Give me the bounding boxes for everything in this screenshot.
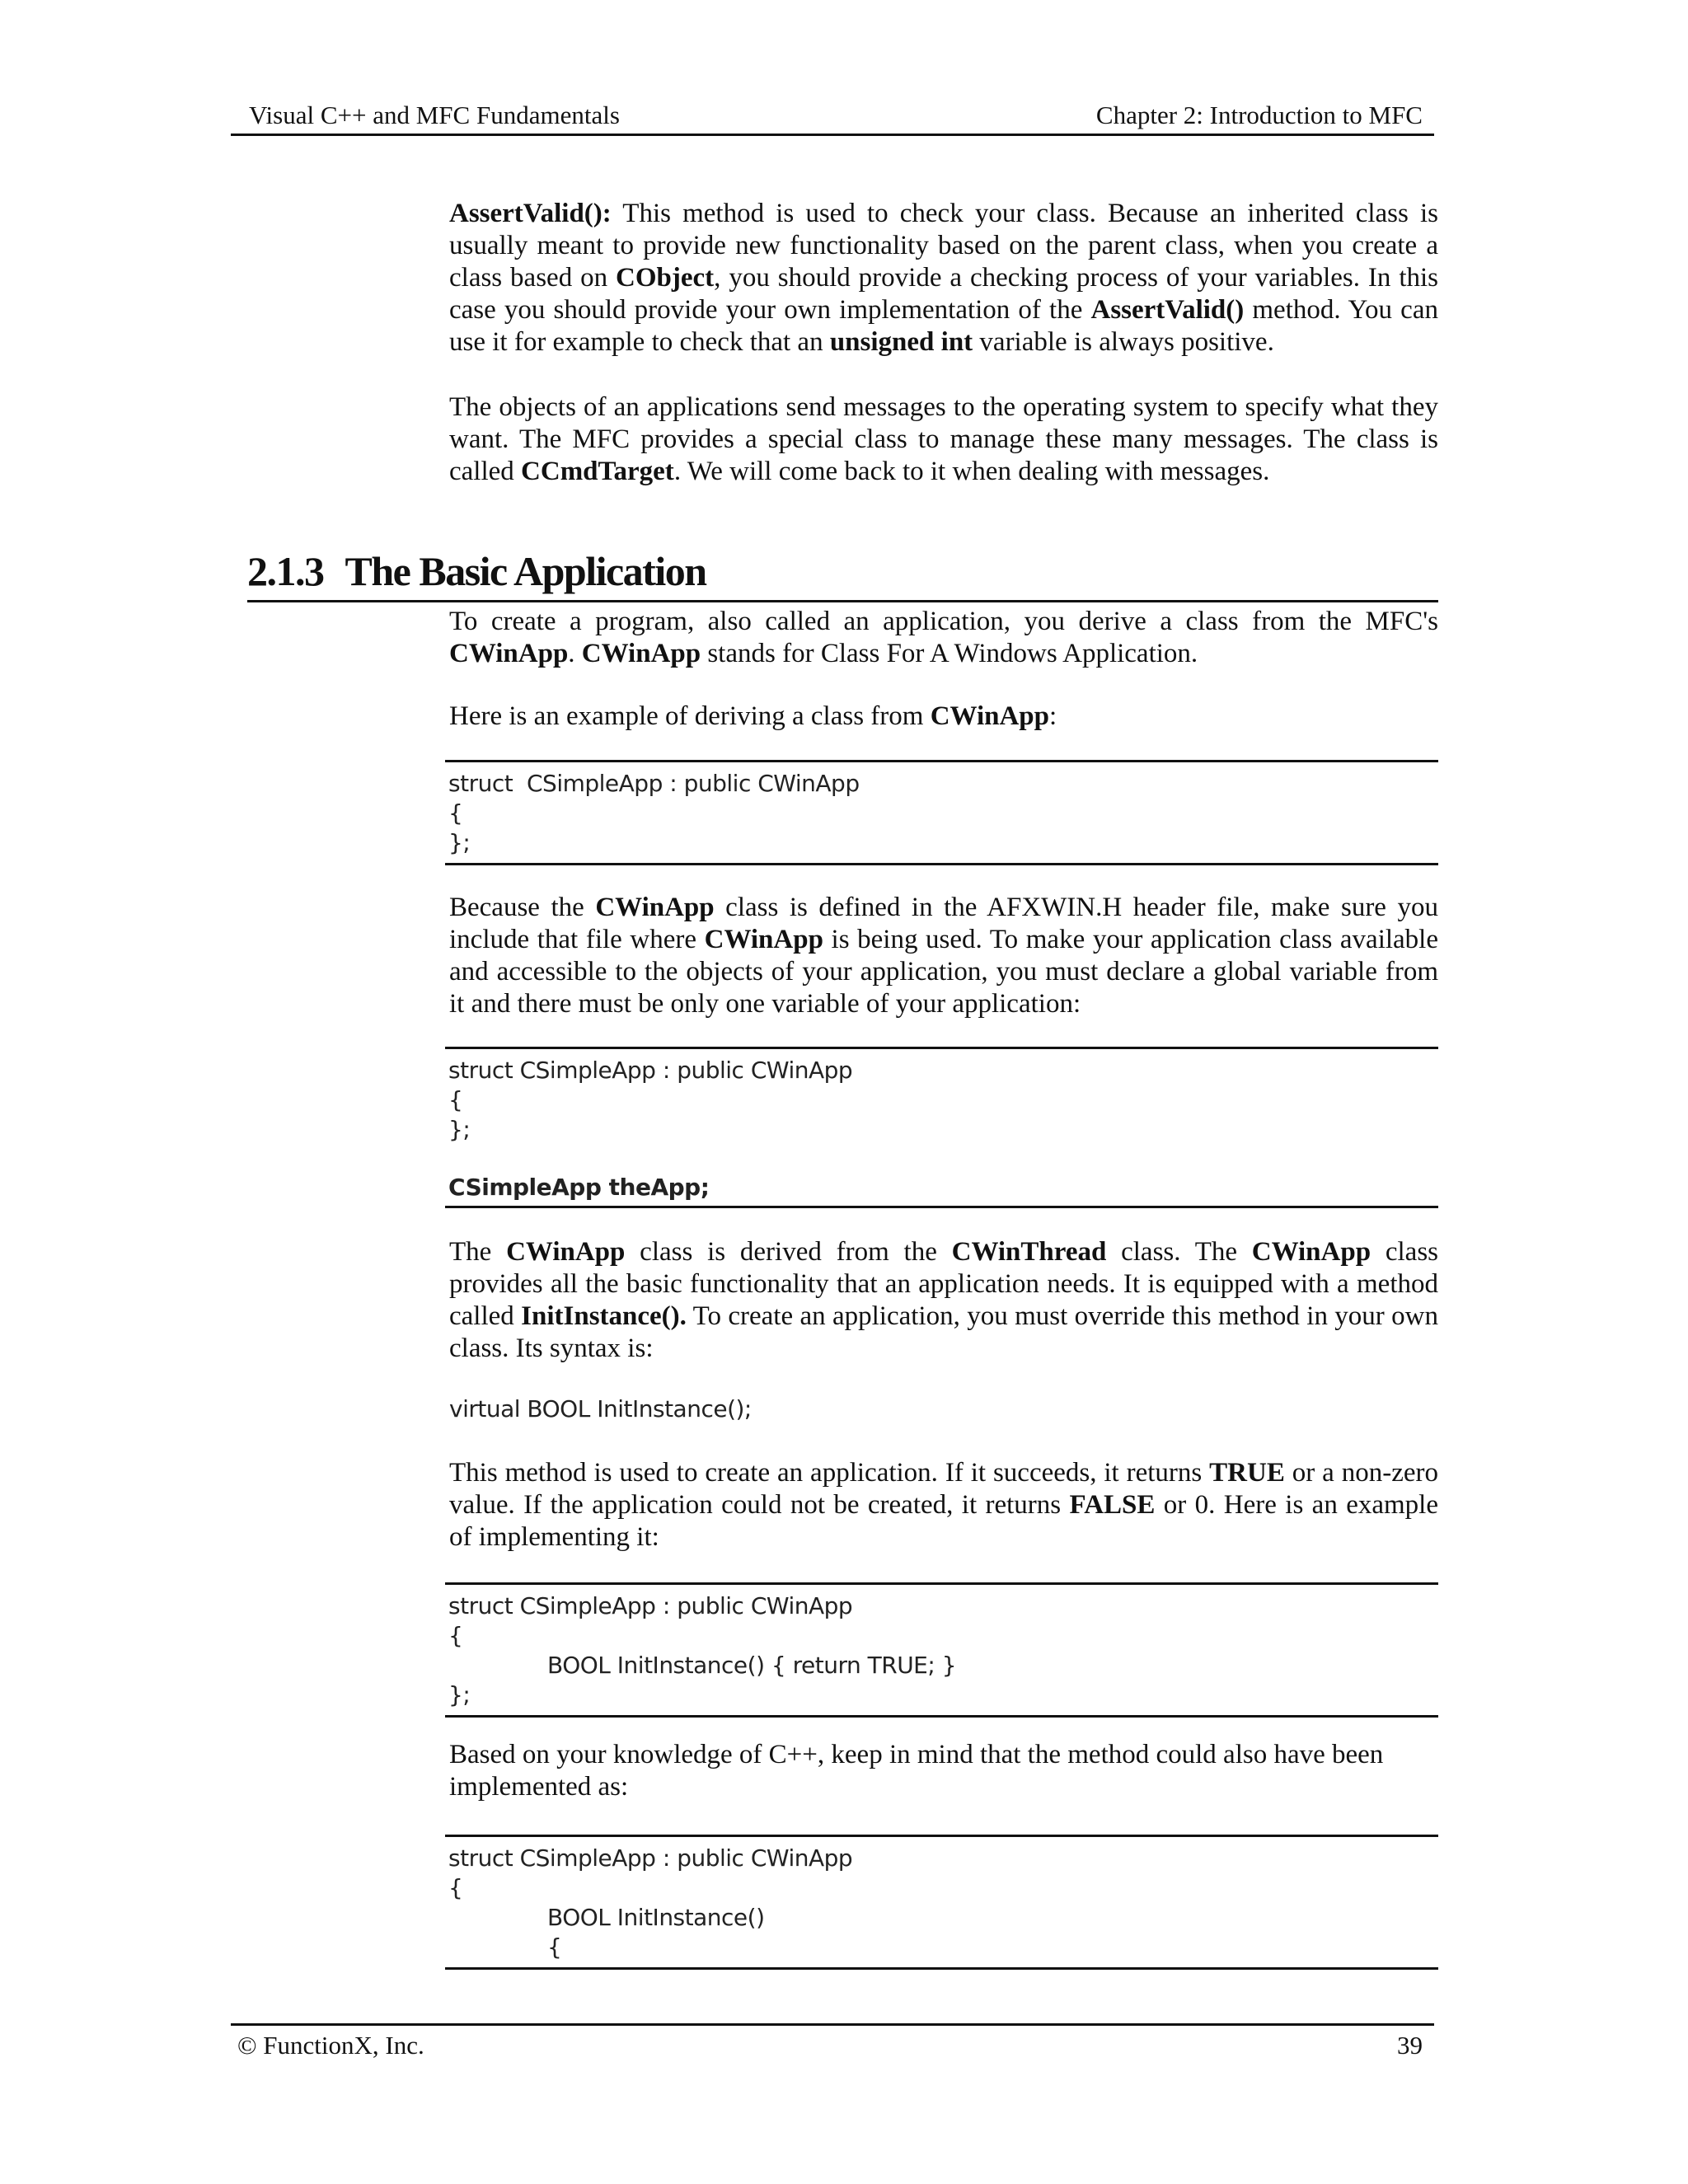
paragraph-alternative: Based on your knowledge of C++, keep in mind that the method could also have been implemented as: [449, 1740, 1384, 1802]
paragraph-create-program: To create a program, also called an application, you derive a class from the MFC's CWinApp. CWinApp stands for Class For A Windows Application. [449, 607, 1438, 668]
term-unsigned-int: unsigned int [829, 327, 973, 357]
running-footer [231, 2023, 1434, 2060]
paragraph-cwinthread: The CWinApp class is derived from the CWinThread class. The CWinApp class provides all the basic functionality that an application needs. It is equipped with a method called InitInstance(). To create an application, you must override this method in your own class. Its syntax is: [449, 1237, 1439, 1363]
term-assertvalid-method: AssertValid() [1090, 295, 1245, 325]
header-book-title: Visual C++ and MFC Fundamentals [249, 101, 620, 129]
page-number: 39 [1397, 2031, 1423, 2060]
running-header [231, 97, 1434, 136]
code-line: { [448, 1086, 463, 1113]
code-line: struct CSimpleApp : public CWinApp [448, 1592, 853, 1619]
paragraph-example-intro: Here is an example of deriving a class from CWinApp: [449, 701, 1057, 731]
code-line: { [448, 799, 463, 827]
code-line: BOOL InitInstance() [547, 1904, 765, 1931]
code-line: }; [448, 1681, 471, 1708]
term-assertvalid: AssertValid(): [449, 199, 612, 228]
paragraph-assertvalid: AssertValid(): This method is used to check your class. Because an inherited class is usually meant to provide new functionality based on the parent class, when you create a class based on CObject, you should provide a checking process of your variables. In this case you should provide your own implementation of the AssertValid() method. You can use it for example to check that an unsigned int variable is always positive. [449, 199, 1438, 357]
syntax-line: virtual BOOL InitInstance(); [449, 1395, 752, 1422]
paragraph-afxwin: Because the CWinApp class is defined in the AFXWIN.H header file, make sure you include that file where CWinApp is being used. To make your application class available and accessible to the objects of your application, you must declare a global variable from it and there must be only one variable of your application: [449, 893, 1438, 1019]
term-ccmdtarget: CCmdTarget [521, 457, 674, 486]
code-line-declaration: CSimpleApp theApp; [448, 1174, 710, 1201]
header-chapter-title: Chapter 2: Introduction to MFC [1095, 101, 1423, 129]
code-line: BOOL InitInstance() { return TRUE; } [547, 1652, 957, 1679]
code-block-initinstance [445, 1582, 1438, 1718]
code-line: { [448, 1622, 463, 1649]
code-line: }; [448, 1116, 471, 1143]
footer-copyright: © FunctionX, Inc. [237, 2031, 424, 2060]
paragraph-returns: This method is used to create an application. If it succeeds, it returns TRUE or a non-zero value. If the application could not be created, it returns FALSE or 0. Here is an example of implementing it: [449, 1458, 1438, 1552]
code-block-global-app [445, 1047, 1438, 1208]
term-cobject: CObject [616, 263, 715, 293]
section-heading [247, 544, 1438, 602]
code-line: struct CSimpleApp : public CWinApp [448, 1057, 853, 1084]
section-number: 2.1.3 [247, 548, 324, 594]
code-line: struct CSimpleApp : public CWinApp [448, 1844, 853, 1872]
section-title: The Basic Application [345, 548, 706, 594]
code-line: { [547, 1933, 562, 1961]
code-line: }; [448, 829, 471, 856]
code-line: struct CSimpleApp : public CWinApp [448, 770, 860, 797]
code-block-struct [445, 760, 1438, 865]
code-block-alternative [445, 1835, 1438, 1970]
code-line: { [448, 1874, 463, 1901]
paragraph-messages: The objects of an applications send messages to the operating system to specify what they want. The MFC provides a special class to manage these many messages. The class is called CCmdTarget. We will come back to it when dealing with messages. [449, 392, 1438, 486]
